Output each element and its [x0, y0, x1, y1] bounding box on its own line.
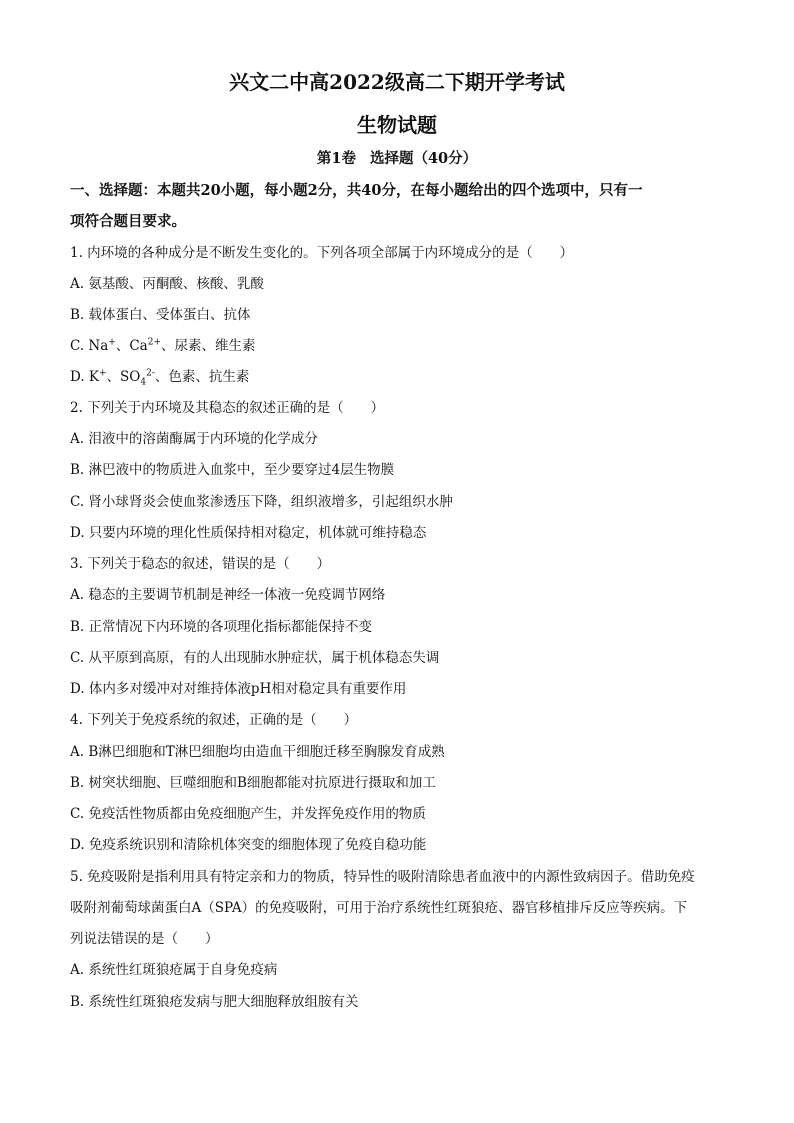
option-d-text: 、SO — [106, 369, 141, 385]
part-name: 选择题（40分） — [369, 150, 478, 167]
superscript: 2- — [146, 368, 155, 379]
option-d-text: 、色素、抗生素 — [154, 369, 250, 385]
question-3-option-c: C. 从平原到高原，有的人出现肺水肿症状，属于机体稳态失调 — [70, 650, 440, 666]
question-3-stem: 3. 下列关于稳态的叙述，错误的是（ ） — [70, 556, 331, 572]
question-4-option-c: C. 免疫活性物质都由免疫细胞产生，并发挥免疫作用的物质 — [70, 806, 426, 822]
question-5-option-a: A. 系统性红斑狼疮属于自身免疫病 — [70, 962, 278, 978]
option-c-text: 、Ca — [115, 338, 148, 354]
subscript: 4 — [140, 377, 147, 387]
part-number: 第1卷 — [316, 150, 356, 167]
section-instruction-line-2: 项符合题目要求。 — [70, 213, 186, 230]
exam-title: 兴文二中高2022级高二下期开学考试 — [229, 70, 565, 94]
question-1-option-d — [70, 367, 730, 387]
part-heading — [0, 148, 794, 170]
section-instruction-line-1: 一、选择题：本题共20小题，每小题2分，共40分，在每小题给出的四个选项中，只有一 — [70, 182, 643, 199]
option-c-text: C. Na — [70, 338, 109, 354]
question-2-option-a: A. 泪液中的溶菌酶属于内环境的化学成分 — [70, 431, 318, 447]
superscript: + — [99, 368, 107, 379]
question-4-option-b: B. 树突状细胞、巨噬细胞和B细胞都能对抗原进行摄取和加工 — [70, 775, 436, 791]
question-3-option-b: B. 正常情况下内环境的各项理化指标都能保持不变 — [70, 619, 373, 635]
exam-subject: 生物试题 — [357, 113, 437, 137]
question-5-stem-line-1: 5. 免疫吸附是指利用具有特定亲和力的物质，特异性的吸附清除患者血液中的内源性致病因子。借助免疫 — [70, 869, 695, 885]
superscript: 2+ — [147, 337, 162, 348]
question-4-option-a: A. B淋巴细胞和T淋巴细胞均由造血干细胞迁移至胸腺发育成熟 — [70, 744, 445, 760]
option-c-text: 、尿素、维生素 — [161, 338, 256, 354]
question-1-stem: 1. 内环境的各种成分是不断发生变化的。下列各项全部属于内环境成分的是（ ） — [70, 245, 574, 261]
superscript: + — [108, 337, 116, 348]
question-1-option-b: B. 载体蛋白、受体蛋白、抗体 — [70, 307, 251, 323]
option-d-text: D. K — [70, 369, 100, 385]
question-3-option-a: A. 稳态的主要调节机制是神经一体液一免疫调节网络 — [70, 587, 386, 603]
question-5-stem-line-3: 列说法错误的是（ ） — [70, 931, 219, 947]
question-3-option-d: D. 体内多对缓冲对对维持体液pH相对稳定具有重要作用 — [70, 681, 407, 697]
question-2-stem: 2. 下列关于内环境及其稳态的叙述正确的是（ ） — [70, 400, 385, 416]
question-5-option-b: B. 系统性红斑狼疮发病与肥大细胞释放组胺有关 — [70, 994, 359, 1010]
question-1-option-c — [70, 336, 730, 356]
question-2-option-b: B. 淋巴液中的物质进入血浆中，至少要穿过4层生物膜 — [70, 462, 395, 478]
question-4-stem: 4. 下列关于免疫系统的叙述，正确的是（ ） — [70, 712, 358, 728]
question-2-option-c: C. 肾小球肾炎会使血浆渗透压下降，组织液增多，引起组织水肿 — [70, 494, 453, 510]
question-4-option-d: D. 免疫系统识别和清除机体突变的细胞体现了免疫自稳功能 — [70, 837, 427, 853]
question-1-option-a: A. 氨基酸、丙酮酸、核酸、乳酸 — [70, 276, 264, 292]
question-5-stem-line-2: 吸附剂葡萄球菌蛋白A（SPA）的免疫吸附，可用于治疗系统性红斑狼疮、器官移植排斥反应等疾病。下 — [70, 900, 688, 916]
question-2-option-d: D. 只要内环境的理化性质保持相对稳定，机体就可维持稳态 — [70, 525, 427, 541]
